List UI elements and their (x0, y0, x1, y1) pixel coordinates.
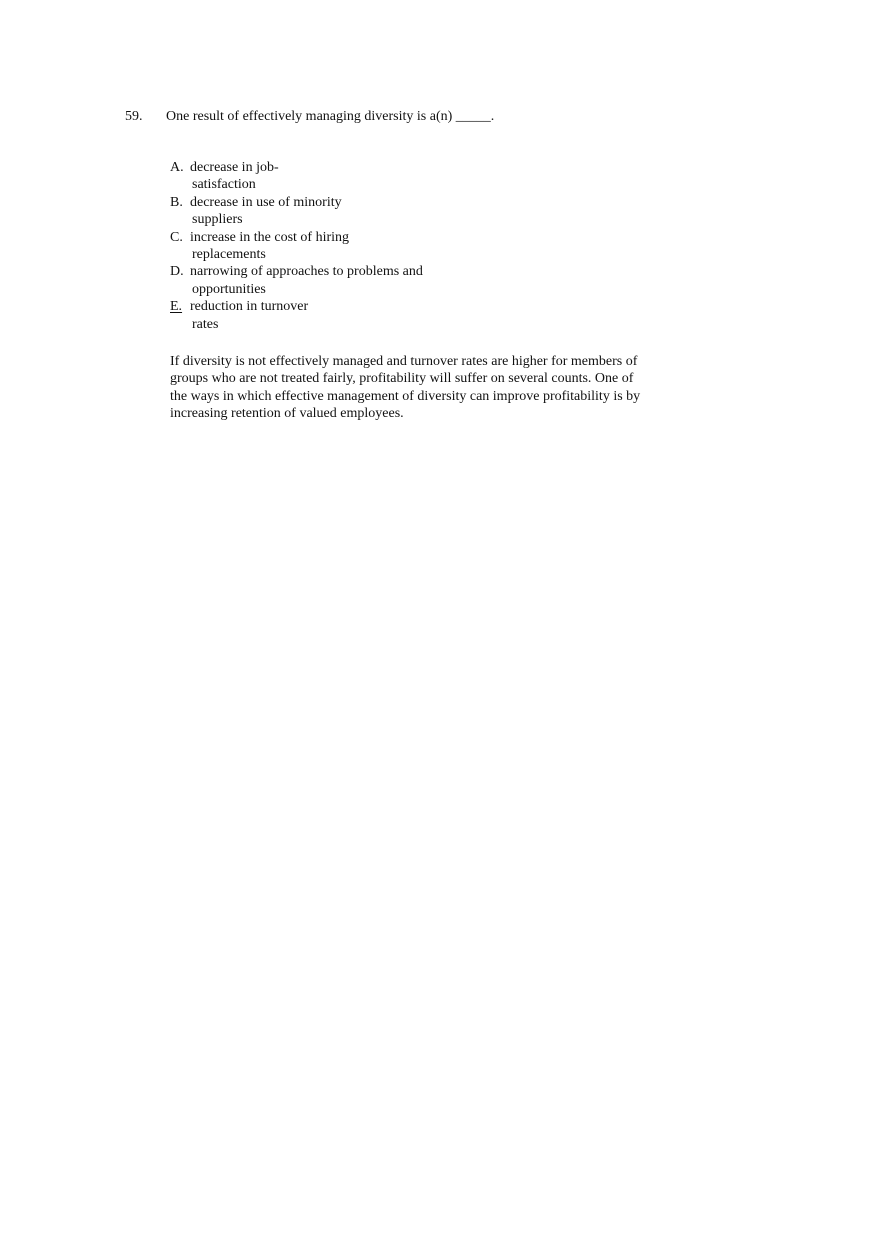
question-number: 59. (125, 109, 143, 124)
answer-explanation (170, 353, 660, 423)
explanation-line: the ways in which effective management of diversity can improve profitability is by (170, 388, 641, 404)
choice-text-continued: opportunities (192, 281, 266, 297)
choice-c (170, 229, 590, 264)
choice-text: decrease in job- (190, 160, 279, 175)
question-stem: One result of effectively managing diversity is a(n) _____. (166, 109, 495, 124)
choice-text: reduction in turnover (190, 299, 309, 315)
choice-letter: A. (170, 160, 184, 175)
choice-a (170, 159, 590, 194)
choice-text: decrease in use of minority (190, 194, 342, 210)
explanation-line: If diversity is not effectively managed and turnover rates are higher for members of (170, 354, 638, 369)
choice-letter: B. (170, 194, 183, 210)
explanation-line: increasing retention of valued employees. (170, 406, 404, 422)
choice-b (170, 194, 590, 229)
answer-choices (170, 159, 590, 333)
choice-letter: D. (170, 264, 184, 280)
explanation-line: groups who are not treated fairly, profitability will suffer on several counts. One of (170, 371, 634, 387)
choice-text: increase in the cost of hiring (190, 229, 350, 245)
choice-text-continued: satisfaction (192, 177, 256, 193)
choice-e-correct (170, 298, 590, 333)
correct-choice-letter: E. (170, 299, 183, 315)
choice-text-continued: rates (192, 316, 219, 332)
choice-text-continued: replacements (192, 247, 266, 263)
choice-d (170, 263, 590, 298)
choice-text: narrowing of approaches to problems and (190, 264, 423, 280)
choice-text-continued: suppliers (192, 212, 243, 228)
choice-letter: C. (170, 229, 183, 245)
